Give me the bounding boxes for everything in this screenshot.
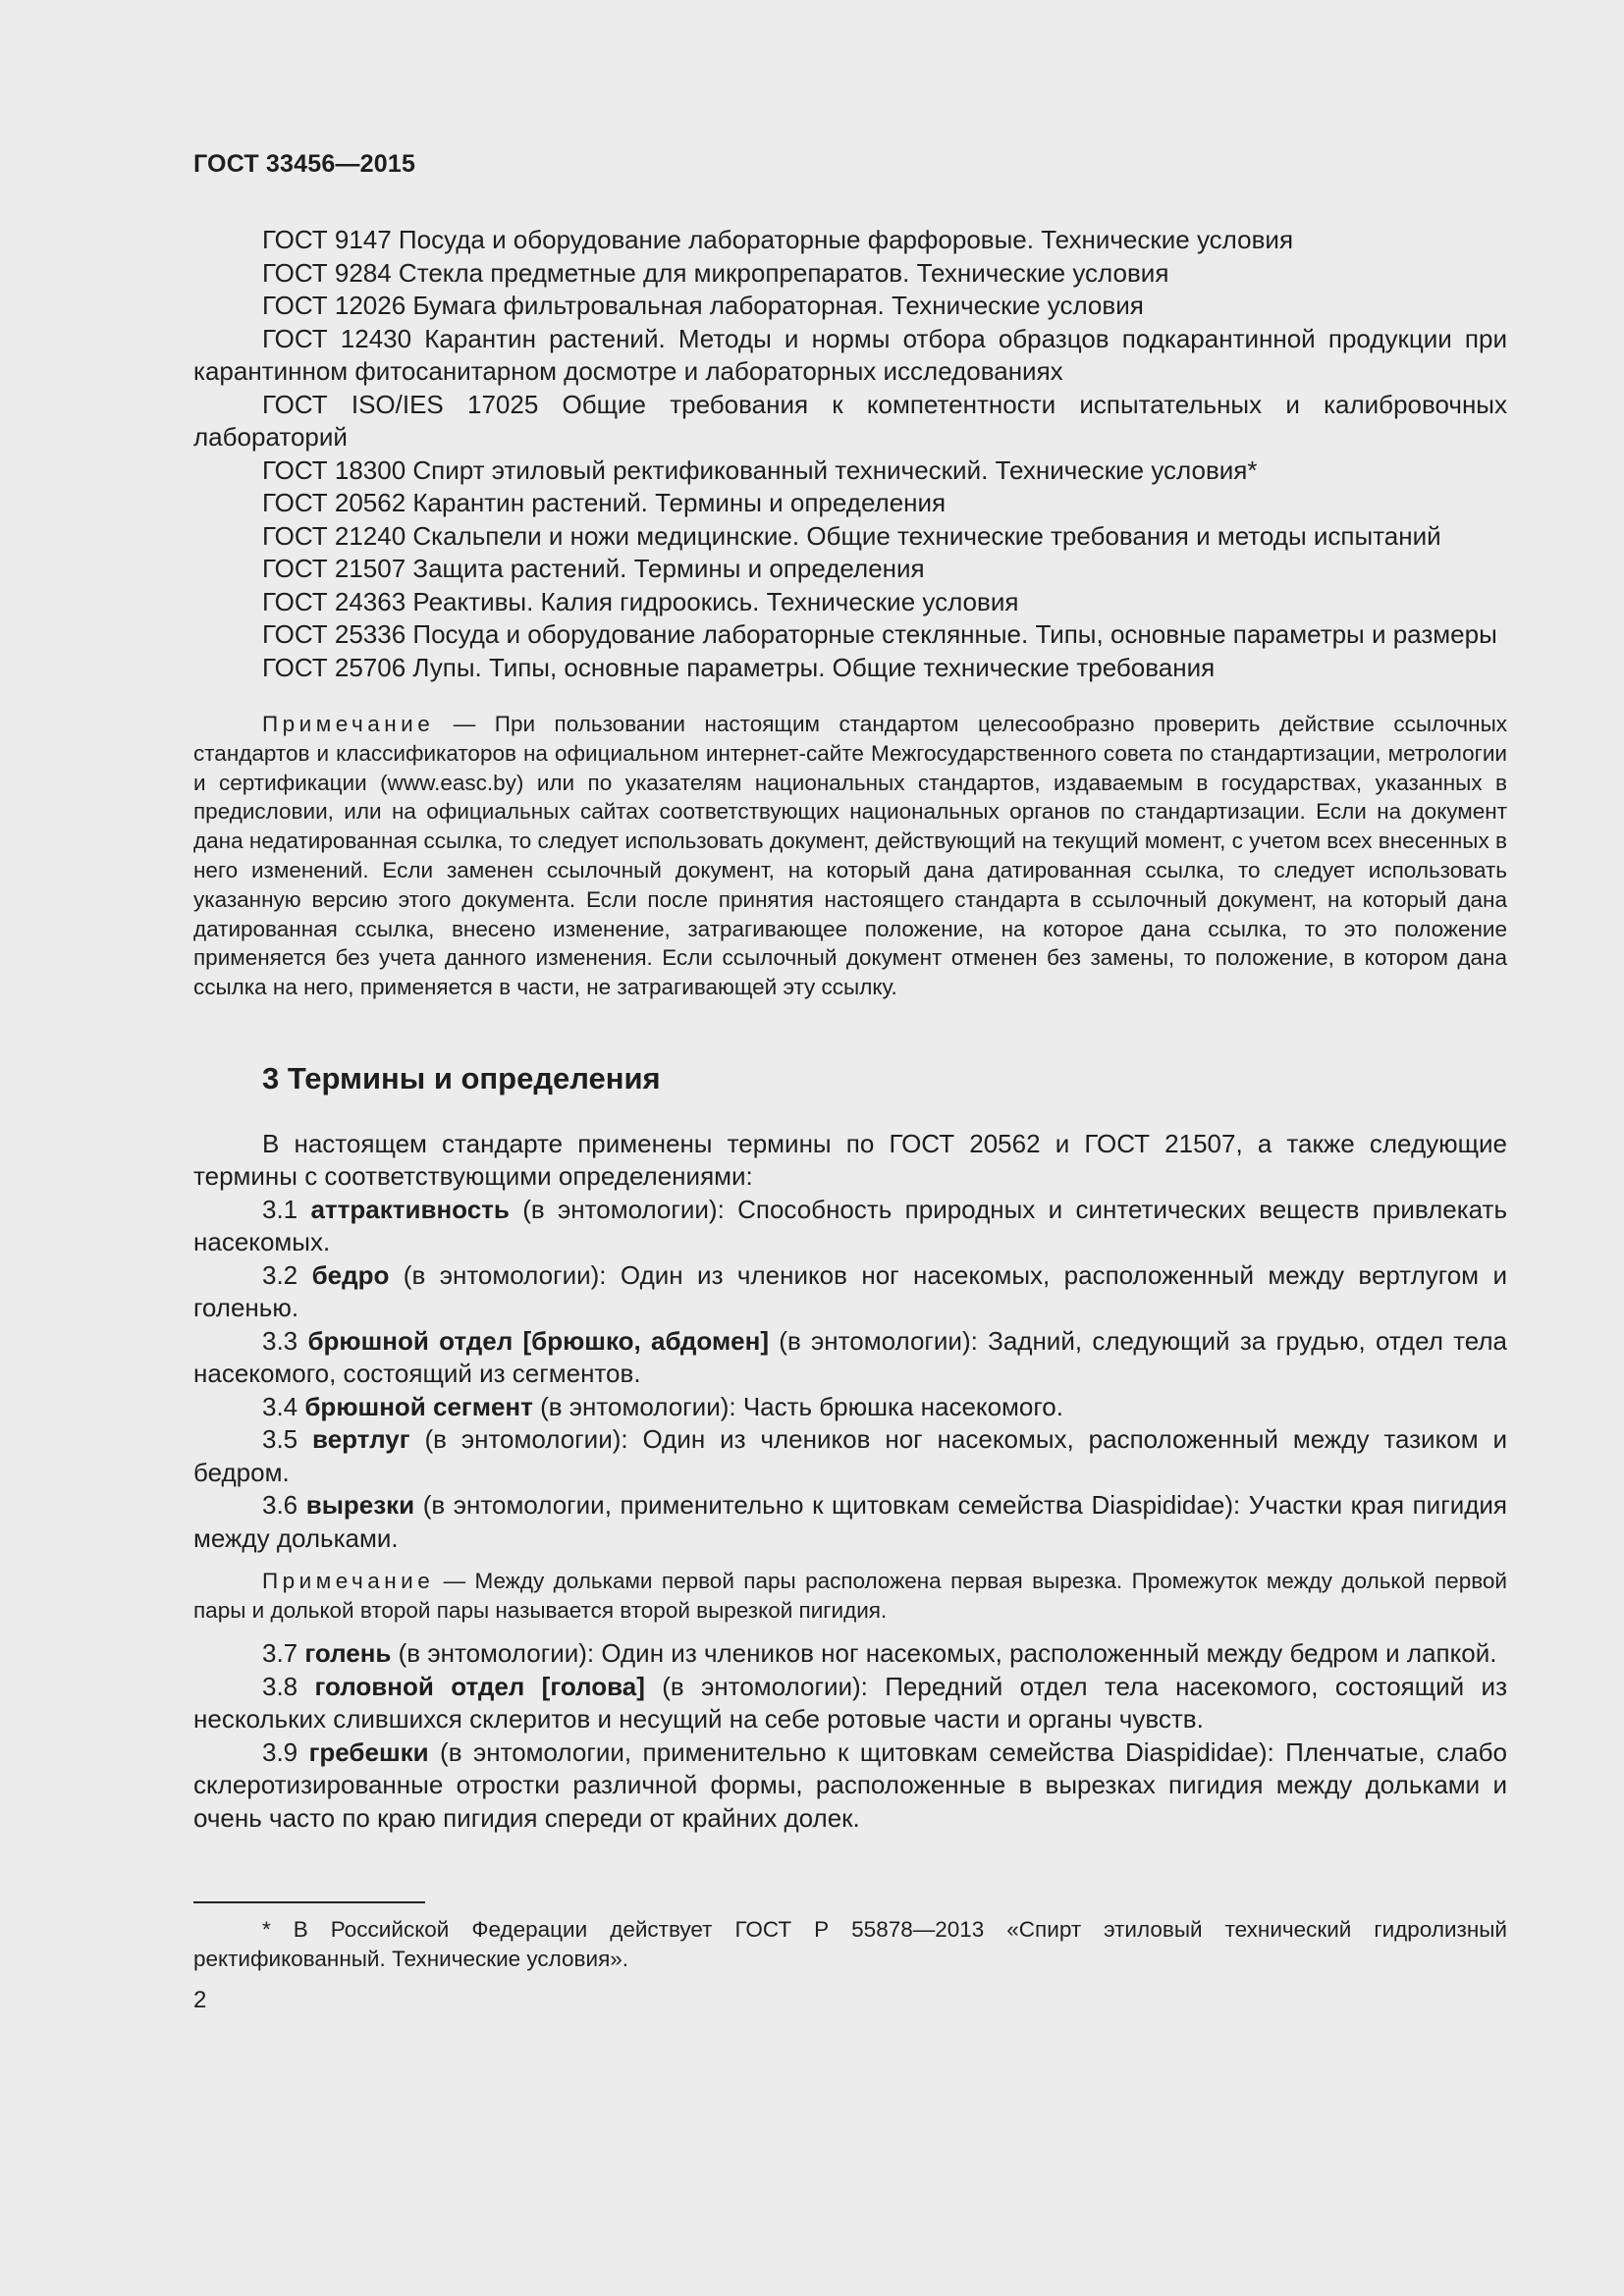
reference-item: ГОСТ 20562 Карантин растений. Термины и определения	[262, 488, 947, 517]
terms-section	[193, 1128, 1507, 1835]
note-label: Примечание	[262, 712, 435, 736]
document-page	[193, 147, 1507, 2015]
document-header: ГОСТ 33456—2015	[193, 150, 416, 178]
term-number: 3.1	[262, 1194, 311, 1224]
term-name: аттрактивность	[310, 1194, 510, 1224]
term-definition: (в энтомологии): Часть брюшка насекомого.	[532, 1391, 1063, 1421]
note-label: Примечание	[262, 1569, 435, 1594]
term-name: брюшной отдел [брюшко, абдомен]	[307, 1325, 769, 1356]
reference-item: ГОСТ 18300 Спирт этиловый ректификованный технический. Технические условия*	[262, 454, 1258, 485]
term-definition: (в энтомологии, применительно к щитовкам семейства Diaspididae): Участки края пигидия между дольками.	[193, 1490, 1507, 1553]
references-note	[193, 710, 1507, 1002]
reference-item: ГОСТ ISO/IES 17025 Общие требования к компетентности испытательных и калибровочных лабораторий	[193, 389, 1507, 452]
term-name: голень	[304, 1638, 392, 1669]
term-name: бедро	[311, 1259, 390, 1290]
reference-item: ГОСТ 21240 Скальпели и ножи медицинские. Общие технические требования и методы испытаний	[262, 520, 1441, 551]
term-entry	[193, 1489, 1507, 1555]
term-number: 3.3	[262, 1325, 308, 1356]
section-intro: В настоящем стандарте применены термины по ГОСТ 20562 и ГОСТ 21507, а также следующие термины с соответствующими определениями:	[193, 1128, 1507, 1192]
term-name: вырезки	[305, 1490, 415, 1521]
reference-item: ГОСТ 25336 Посуда и оборудование лабораторные стеклянные. Типы, основные параметры и размеры	[262, 619, 1497, 649]
note-text: — Между дольками первой пары расположена первая вырезка. Промежуток между долькой первой пары и долькой второй пары называется второй вырезкой пигидия.	[193, 1569, 1507, 1624]
term-number: 3.5	[262, 1424, 313, 1455]
reference-item: ГОСТ 24363 Реактивы. Калия гидроокись. Технические условия	[262, 586, 1019, 616]
reference-item: ГОСТ 9284 Стекла предметные для микропрепаратов. Технические условия	[262, 257, 1169, 288]
normative-references	[193, 224, 1507, 684]
page-number: 2	[193, 1986, 207, 2013]
term-definition: (в энтомологии): Один из члеников ног насекомых, расположенный между вертлугом и голенью.	[193, 1259, 1507, 1323]
reference-item: ГОСТ 21507 Защита растений. Термины и определения	[262, 554, 925, 583]
term-name: гребешки	[308, 1736, 429, 1767]
term-name: головной отдел [голова]	[314, 1671, 645, 1701]
term-number: 3.8	[262, 1671, 315, 1701]
term-definition: (в энтомологии): Способность природных и синтетических веществ привлекать насекомых.	[193, 1194, 1507, 1257]
term-entry	[193, 1637, 1507, 1671]
term-entry	[193, 1391, 1507, 1424]
term-entry	[193, 1325, 1507, 1391]
term-entry	[193, 1736, 1507, 1836]
footnote: * В Российской Федерации действует ГОСТ Р 55878—2013 «Спирт этиловый технический гидролизный ректификованный. Технические условия».	[193, 1917, 1507, 1971]
term-name: вертлуг	[312, 1424, 410, 1455]
term-entry	[193, 1423, 1507, 1489]
term-definition: (в энтомологии, применительно к щитовкам семейства Diaspididae): Пленчатые, слабо склеротизированные отростки различной формы, расположенные в вырезках пигидия между дольками и очень часто по краю пигидия спереди от крайних долек.	[193, 1736, 1507, 1833]
term-number: 3.2	[262, 1259, 312, 1290]
term-definition: (в энтомологии): Задний, следующий за грудью, отдел тела насекомого, состоящий из сегментов.	[193, 1325, 1507, 1389]
section-title: 3 Термины и определения	[262, 1060, 661, 1095]
term-number: 3.9	[262, 1736, 309, 1767]
reference-item: ГОСТ 9147 Посуда и оборудование лабораторные фарфоровые. Технические условия	[262, 225, 1294, 254]
term-definition: (в энтомологии): Один из члеников ног насекомых, расположенный между тазиком и бедром.	[193, 1424, 1507, 1487]
reference-item: ГОСТ 12430 Карантин растений. Методы и нормы отбора образцов подкарантинной продукции при карантинном фитосанитарном досмотре и лабораторных исследованиях	[193, 323, 1507, 386]
term-definition: (в энтомологии): Один из члеников ног насекомых, расположенный между бедром и лапкой.	[391, 1638, 1497, 1669]
term-number: 3.7	[262, 1638, 305, 1669]
note-text: — При пользовании настоящим стандартом целесообразно проверить действие ссылочных стандартов и классификаторов на официальном интернет-сайте Межгосударственного совета по стандартизации, метрологии и сертификации (www.easc.by) или по указателям национальных стандартов, издаваемым в государствах, указанных в предисловии, или на официальных сайтах соответствующих национальных органов по стандартизации. Если на документ дана недатированная ссылка, то следует использовать документ, действующий на текущий момент, с учетом всех внесенных в него изменений. Если заменен ссылочный документ, на который дана датированная ссылка, то следует использовать указанную версию этого документа. Если после принятия настоящего стандарта в ссылочный документ, на который дана датированная ссылка, внесено изменение, затрагивающее положение, на которое дана ссылка, то это положение применяется без учета данного изменения. Если ссылочный документ отменен без замены, то положение, в котором дана ссылка на него, применяется в части, не затрагивающей эту ссылку.	[193, 712, 1507, 1000]
term-note	[193, 1567, 1507, 1626]
term-definition: (в энтомологии): Передний отдел тела насекомого, состоящий из нескольких слившихся склеритов и несущий на себе ротовые части и органы чувств.	[193, 1671, 1507, 1735]
reference-item: ГОСТ 25706 Лупы. Типы, основные параметры. Общие технические требования	[262, 652, 1216, 682]
reference-item: ГОСТ 12026 Бумага фильтровальная лабораторная. Технические условия	[262, 291, 1144, 320]
term-number: 3.4	[262, 1391, 305, 1421]
term-entry	[193, 1194, 1507, 1259]
term-number: 3.6	[262, 1490, 306, 1521]
term-entry	[193, 1259, 1507, 1325]
term-entry	[193, 1671, 1507, 1736]
term-name: брюшной сегмент	[304, 1391, 533, 1421]
footnote-divider	[193, 1901, 425, 1903]
